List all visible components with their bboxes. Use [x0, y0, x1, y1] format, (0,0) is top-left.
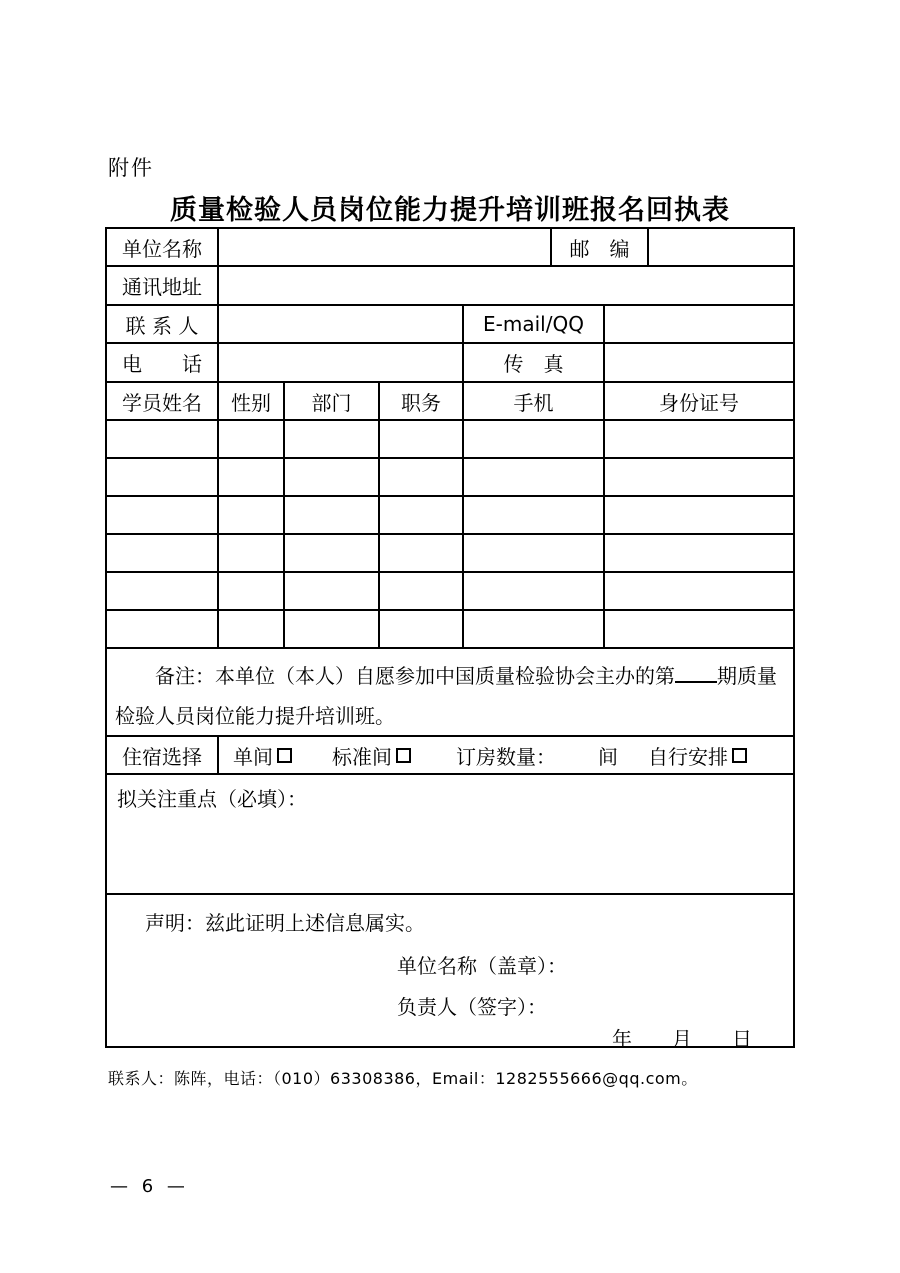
postal-code-field — [649, 229, 793, 265]
attendee-empty-cell — [285, 535, 380, 571]
attendee-empty-cell — [605, 611, 793, 647]
contact-row — [107, 306, 793, 344]
attendee-empty-cell — [380, 611, 464, 647]
attachment-label: 附件 — [108, 156, 154, 180]
attendee-empty-cell — [464, 497, 605, 533]
standard-room-label: 标准间 — [332, 744, 392, 769]
declaration-block — [107, 895, 793, 1051]
contact-label: 联 系 人 — [107, 306, 219, 342]
attendee-empty-row — [107, 611, 793, 649]
attendee-empty-cell — [285, 611, 380, 647]
attendee-empty-cell — [464, 611, 605, 647]
unit-name-label: 单位名称 — [107, 229, 219, 265]
attendee-empty-cell — [107, 611, 219, 647]
unit-seal-label: 单位名称（盖章）： — [397, 954, 567, 978]
attendee-empty-cell — [605, 421, 793, 457]
attendee-duty-header: 职务 — [380, 383, 464, 419]
attendee-header-row — [107, 383, 793, 421]
phone-field — [219, 344, 464, 381]
attendee-empty-cell — [285, 573, 380, 609]
accommodation-options — [219, 737, 793, 773]
attendee-empty-cell — [605, 573, 793, 609]
single-room-checkbox — [277, 748, 292, 763]
contact-field — [219, 306, 464, 342]
unit-name-row — [107, 229, 793, 267]
attendee-empty-cell — [380, 535, 464, 571]
email-label: E-mail/QQ — [464, 306, 605, 342]
attendee-empty-cell — [285, 421, 380, 457]
attendee-gender-header: 性别 — [219, 383, 285, 419]
unit-name-field — [219, 229, 552, 265]
attendee-empty-cell — [107, 421, 219, 457]
single-room-label: 单间 — [233, 744, 273, 769]
attendee-empty-cell — [107, 459, 219, 495]
registration-form-table — [105, 227, 795, 1051]
attendee-empty-cell — [464, 573, 605, 609]
attendee-empty-cell — [464, 535, 605, 571]
attendee-empty-cell — [219, 421, 285, 457]
remark-block — [107, 649, 793, 737]
attendee-empty-cell — [219, 535, 285, 571]
attendee-empty-row — [107, 573, 793, 611]
attendee-empty-cell — [380, 459, 464, 495]
attendee-empty-cell — [605, 459, 793, 495]
attendee-empty-cell — [107, 497, 219, 533]
address-label: 通讯地址 — [107, 267, 219, 304]
page-title: 质量检验人员岗位能力提升培训班报名回执表 — [170, 195, 730, 226]
attendee-empty-cell — [219, 497, 285, 533]
attendee-empty-row — [107, 459, 793, 497]
attendee-empty-cell — [605, 497, 793, 533]
attendee-empty-cell — [605, 535, 793, 571]
email-field — [605, 306, 793, 342]
attendee-empty-cell — [219, 573, 285, 609]
date-label: 年 月 日 — [612, 1027, 752, 1051]
attendee-empty-cell — [219, 459, 285, 495]
fax-label: 传 真 — [464, 344, 605, 381]
attendee-id-header: 身份证号 — [659, 390, 739, 415]
attendee-empty-row — [107, 497, 793, 535]
postal-code-label: 邮 编 — [552, 229, 649, 265]
attendee-empty-cell — [285, 497, 380, 533]
attendee-empty-cell — [380, 497, 464, 533]
attendee-empty-cell — [464, 459, 605, 495]
attendee-empty-cell — [285, 459, 380, 495]
attendee-empty-cell — [380, 421, 464, 457]
accommodation-label: 住宿选择 — [107, 737, 219, 773]
page-number: — 6 — — [110, 1176, 189, 1197]
attendee-empty-cell — [464, 421, 605, 457]
address-field — [219, 267, 793, 304]
phone-label: 电 话 — [107, 344, 219, 381]
phone-row — [107, 344, 793, 383]
focus-label: 拟关注重点（必填）： — [117, 787, 307, 811]
declaration-statement: 声明：兹此证明上述信息属实。 — [145, 911, 425, 935]
self-arrange-label: 自行安排 — [648, 744, 728, 769]
attendee-name-header: 学员姓名 — [107, 383, 219, 419]
self-arrange-checkbox — [732, 748, 747, 763]
focus-block — [107, 775, 793, 895]
attendee-empty-cell — [107, 573, 219, 609]
attendee-dept-header: 部门 — [285, 383, 380, 419]
fax-field — [605, 344, 793, 381]
standard-room-checkbox — [396, 748, 411, 763]
attendee-empty-cell — [380, 573, 464, 609]
attendee-empty-row — [107, 535, 793, 573]
accommodation-row — [107, 737, 793, 775]
attendee-mobile-header: 手机 — [464, 383, 605, 419]
footer-contact: 联系人：陈阵，电话：（010）63308386，Email：1282555666@qq.com。 — [108, 1069, 698, 1088]
session-number-blank — [675, 661, 717, 683]
attendee-empty-rows — [107, 421, 793, 649]
booking-qty-label: 订房数量： — [456, 744, 556, 769]
attendee-empty-cell — [219, 611, 285, 647]
signer-label: 负责人（签字）： — [397, 995, 547, 1019]
remark-text: 备注：本单位（本人）自愿参加中国质量检验协会主办的第 期质量检验人员岗位能力提升培训班。 — [115, 656, 779, 736]
qty-unit-label: 间 — [598, 744, 618, 769]
attendee-empty-cell — [107, 535, 219, 571]
address-row — [107, 267, 793, 306]
attendee-empty-row — [107, 421, 793, 459]
